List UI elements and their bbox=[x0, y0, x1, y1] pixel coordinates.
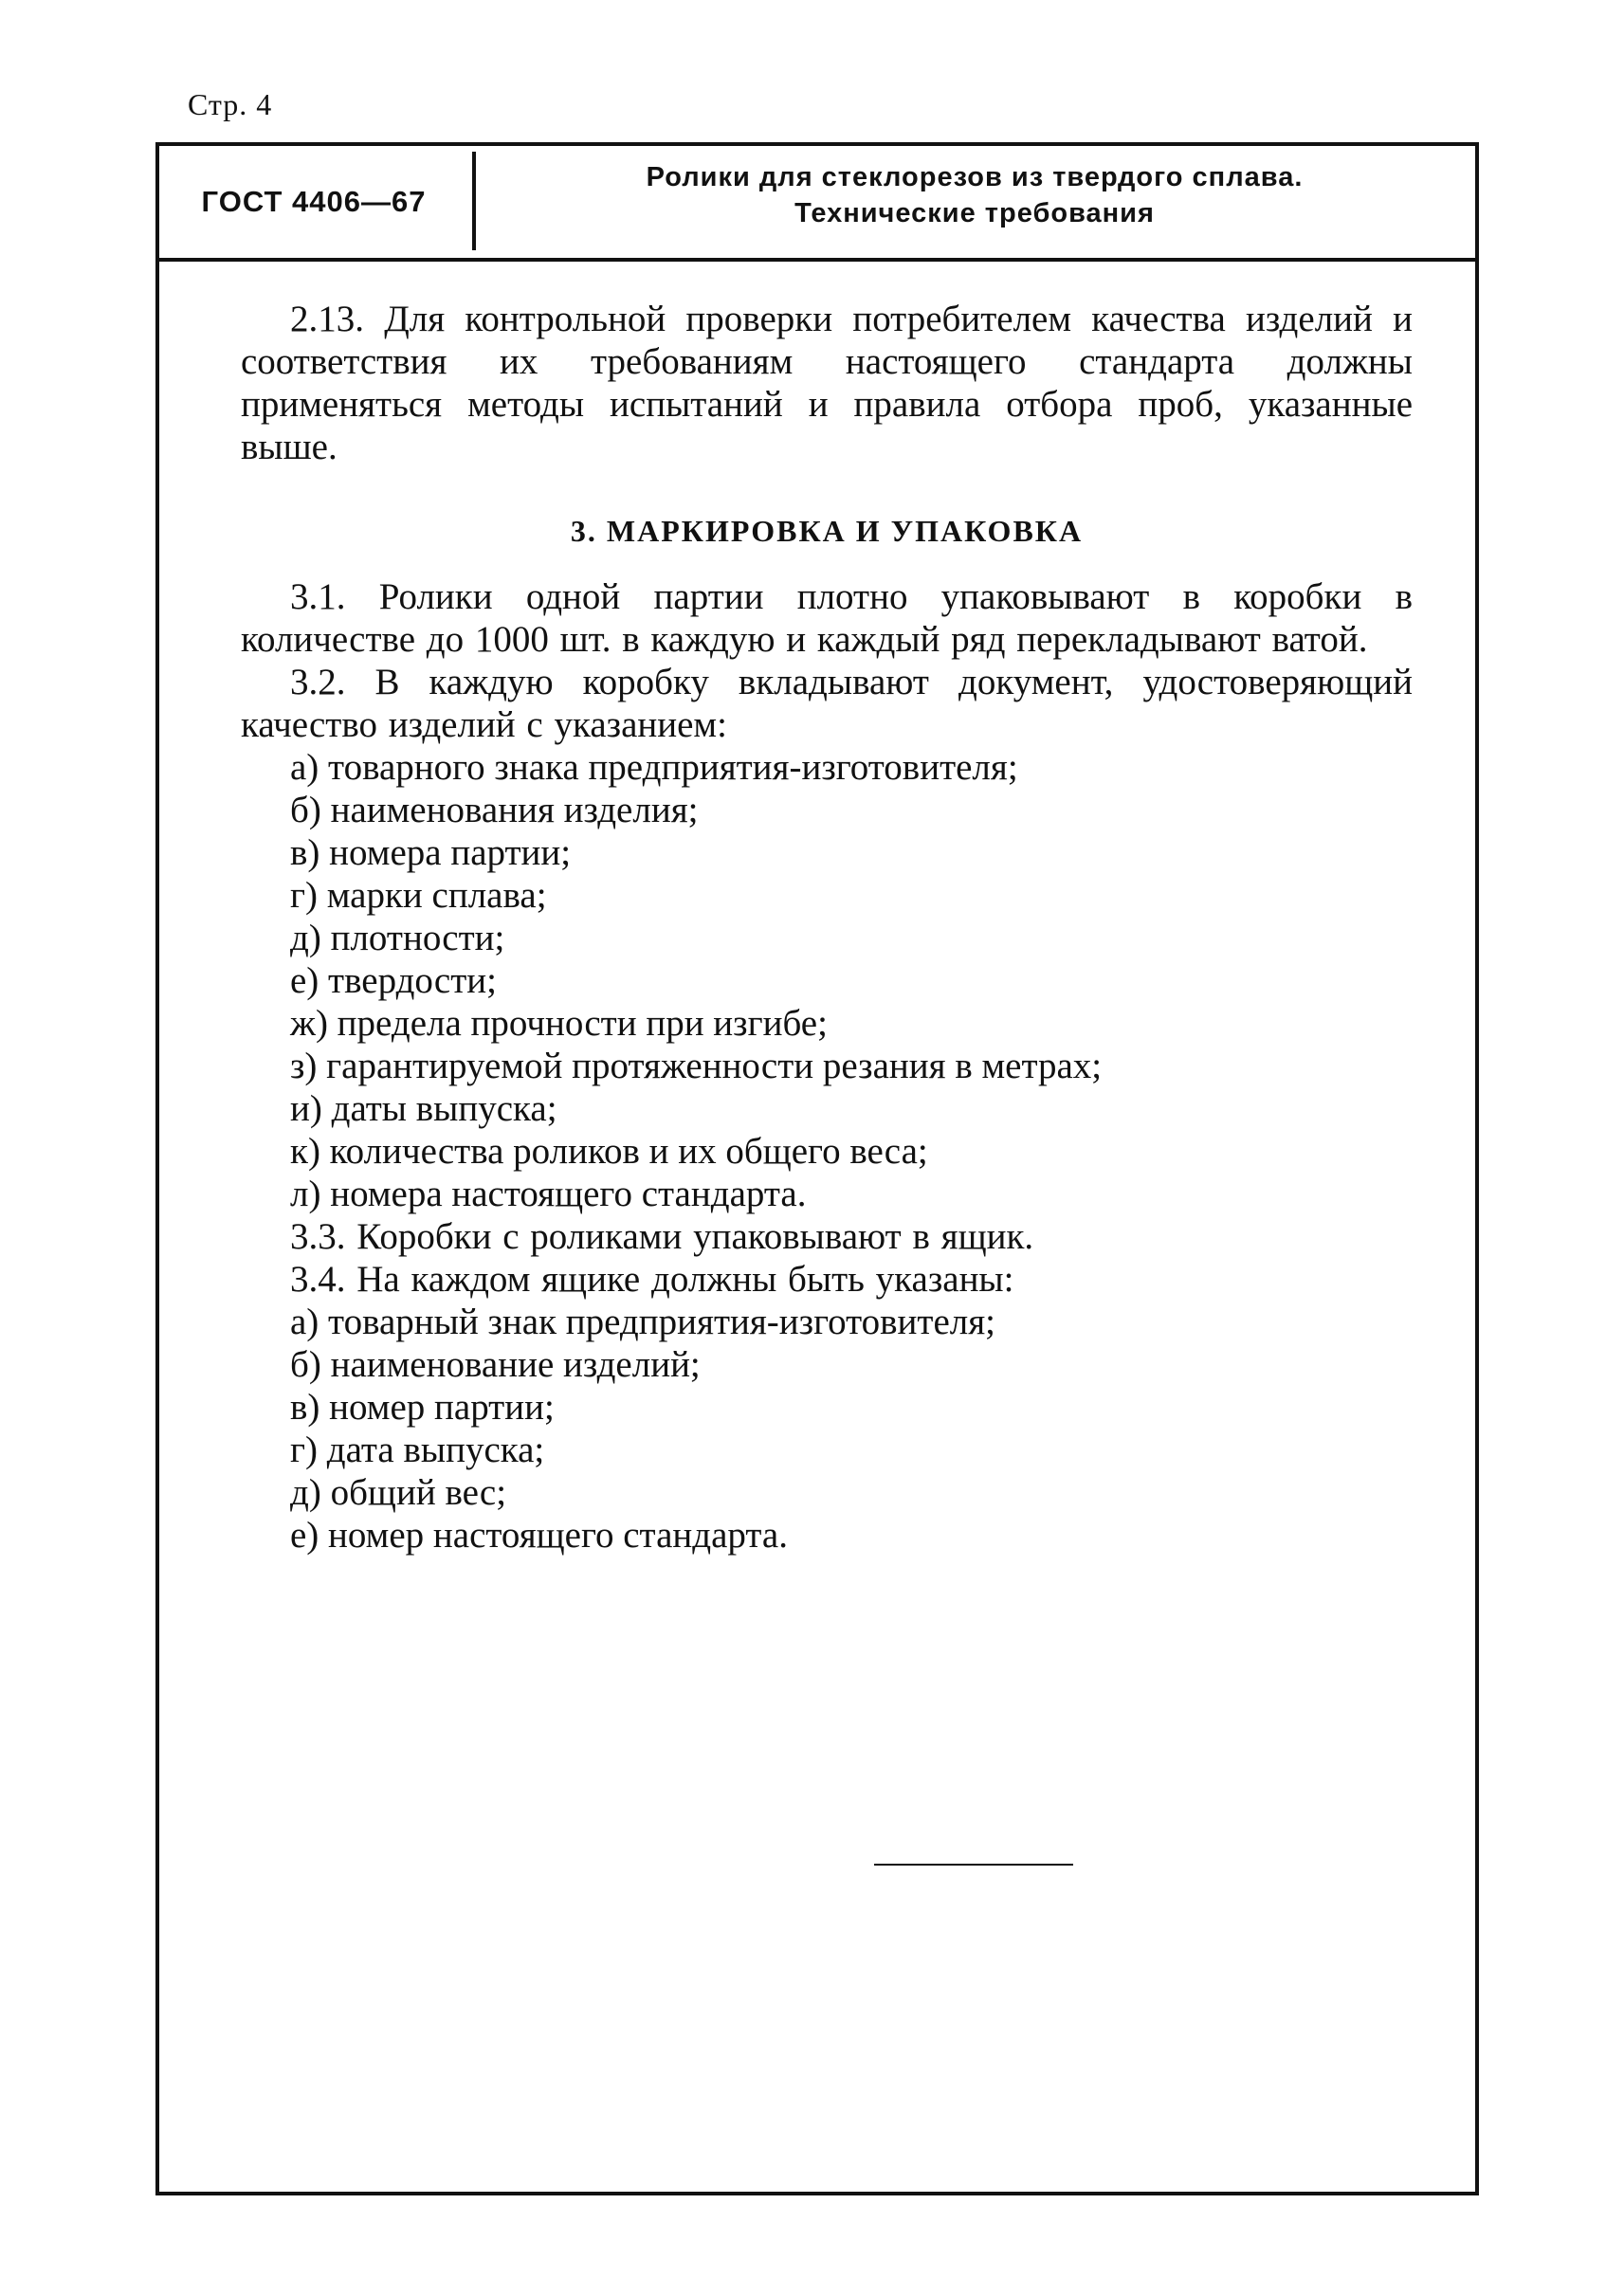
list-item: б) наименование изделий; bbox=[290, 1344, 701, 1385]
standard-code: ГОСТ 4406—67 bbox=[201, 185, 427, 218]
list-3-4 bbox=[241, 1301, 1413, 1557]
end-rule bbox=[874, 1864, 1073, 1866]
list-item: г) марки сплава; bbox=[290, 875, 547, 916]
list-item: е) твердости; bbox=[290, 960, 497, 1001]
document-title-line2: Технические требования bbox=[794, 198, 1155, 228]
paragraph-3-4: 3.4. На каждом ящике должны быть указаны: bbox=[290, 1259, 1014, 1300]
list-item: б) наименования изделия; bbox=[290, 790, 699, 830]
paragraph-3-2: 3.2. В каждую коробку вкладывают документ, удостоверяющий качество изделий с указанием: bbox=[241, 662, 1413, 745]
list-item: и) даты выпуска; bbox=[290, 1088, 557, 1129]
document-title bbox=[482, 159, 1468, 231]
list-item: в) номер партии; bbox=[290, 1387, 555, 1428]
page-frame bbox=[155, 142, 1479, 2195]
document-header bbox=[159, 146, 1475, 262]
paragraph-3-3: 3.3. Коробки с роликами упаковывают в ящик. bbox=[290, 1216, 1034, 1257]
list-item: к) количества роликов и их общего веса; bbox=[290, 1131, 928, 1172]
header-divider bbox=[472, 152, 476, 250]
list-item: д) общий вес; bbox=[290, 1472, 507, 1513]
document-body bbox=[241, 298, 1413, 1557]
list-3-2 bbox=[241, 746, 1413, 1215]
list-item: з) гарантируемой протяженности резания в метрах; bbox=[290, 1046, 1103, 1086]
list-item: в) номера партии; bbox=[290, 832, 572, 873]
section-3-title: 3. МАРКИРОВКА И УПАКОВКА bbox=[570, 514, 1084, 548]
list-item: ж) предела прочности при изгибе; bbox=[290, 1003, 828, 1044]
page-number: Стр. 4 bbox=[188, 87, 273, 121]
list-item: д) плотности; bbox=[290, 918, 505, 958]
paragraph-3-1: 3.1. Ролики одной партии плотно упаковывают в коробки в количестве до 1000 шт. в каждую и каждый ряд перекладывают ватой. bbox=[241, 576, 1413, 660]
list-item: е) номер настоящего стандарта. bbox=[290, 1515, 788, 1556]
document-title-line1: Ролики для стеклорезов из твердого сплава. bbox=[646, 162, 1304, 192]
paragraph-2-13: 2.13. Для контрольной проверки потребителем качества изделий и соответствия их требованиям настоящего стандарта должны применяться методы испытаний и правила отбора проб, указанные выше. bbox=[241, 299, 1413, 467]
list-item: г) дата выпуска; bbox=[290, 1430, 545, 1470]
list-item: л) номера настоящего стандарта. bbox=[290, 1174, 807, 1214]
list-item: а) товарного знака предприятия-изготовителя; bbox=[290, 747, 1018, 788]
list-item: а) товарный знак предприятия-изготовителя; bbox=[290, 1302, 995, 1342]
